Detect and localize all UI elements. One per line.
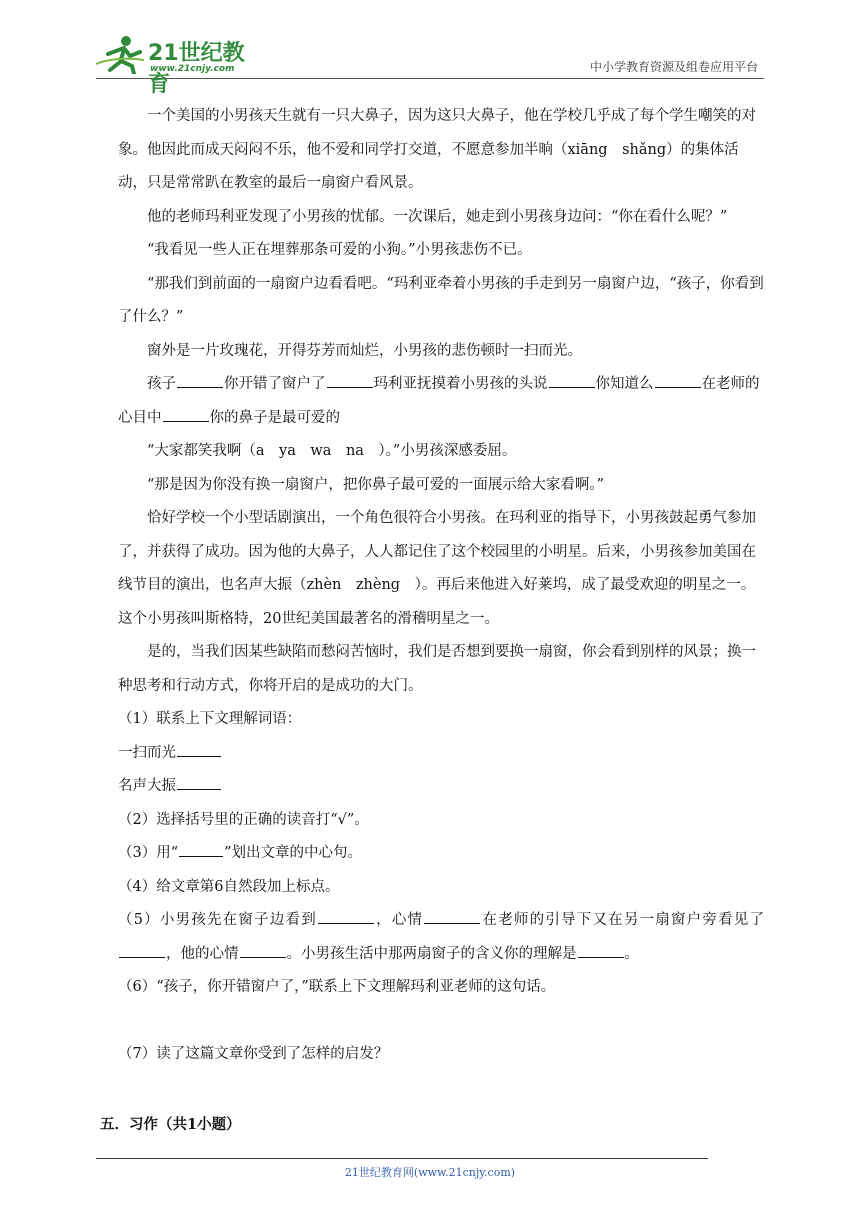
paragraph-2: 他的老师玛利亚发现了小男孩的忧郁。一次课后，她走到小男孩身边问：“你在看什么呢？” xyxy=(147,208,728,225)
blank[interactable] xyxy=(163,407,209,422)
answer-blank[interactable] xyxy=(177,742,221,757)
section-heading: 五．习作（共1小题） xyxy=(100,1116,241,1133)
q5-text: ，心情 xyxy=(374,912,424,928)
answer-blank[interactable] xyxy=(318,909,374,924)
answer-blank[interactable] xyxy=(240,943,286,958)
term: 名声大振 xyxy=(118,778,176,794)
q5-text: 在老师的引导下又在另一扇窗户旁看见了 xyxy=(481,912,765,928)
p6-segment: 孩子 xyxy=(147,376,176,392)
platform-title: 中小学教育资源及组卷应用平台 xyxy=(589,60,758,74)
runner-logo-icon xyxy=(96,34,146,74)
question-7: （7）读了这篇文章你受到了怎样的启发？ xyxy=(118,1045,389,1062)
blank[interactable] xyxy=(655,373,701,388)
question-1a xyxy=(118,737,764,771)
p6-segment: 玛利亚抚摸着小男孩的头说 xyxy=(373,376,548,392)
paragraph-10: 是的，当我们因某些缺陷而愁闷苦恼时，我们是否想到要换一扇窗，你会看到别样的风景；换一种思考和行动方式，你将开启的是成功的大门。 xyxy=(118,644,756,694)
logo-url: www.21cnjy.com xyxy=(150,64,235,74)
page-header xyxy=(96,28,764,97)
paragraph-5: 窗外是一片玫瑰花，开得芬芳而灿烂，小男孩的悲伤顿时一扫而光。 xyxy=(147,342,582,359)
q3-text: ”划出文章的中心句。 xyxy=(224,845,363,861)
question-1: （1）联系上下文理解词语： xyxy=(118,711,302,727)
p6-segment: 在老师的心目中 xyxy=(118,376,760,426)
paragraph-6 xyxy=(118,368,764,435)
passage xyxy=(118,100,764,1071)
q5-text: （5）小男孩先在窗子边看到 xyxy=(118,912,317,928)
answer-blank[interactable] xyxy=(177,775,221,790)
page-footer: 21世纪教育网(www.21cnjy.com) xyxy=(344,1166,516,1179)
paragraph-3: “我看见一些人正在埋葬那条可爱的小狗。”小男孩悲伤不已。 xyxy=(147,242,532,258)
paragraph-7: “大家都笑我啊（a ya wa na ）。”小男孩深感委屈。 xyxy=(147,443,517,459)
q5-text: ，他的心情 xyxy=(166,945,239,962)
q3-text: （3）用“ xyxy=(118,845,179,861)
answer-blank[interactable] xyxy=(578,943,624,958)
answer-blank[interactable] xyxy=(424,909,480,924)
underline-sample xyxy=(179,842,223,857)
answer-blank[interactable] xyxy=(119,943,165,958)
logo xyxy=(96,34,266,97)
paragraph-4: “那我们到前面的一扇窗户边看看吧。“玛利亚牵着小男孩的手走到另一扇窗户边，“孩子，你看到了什么？” xyxy=(118,275,764,325)
question-1b xyxy=(118,770,764,804)
logo-text: 21世纪教育 xyxy=(148,41,245,97)
question-6: （6）“孩子，你开错窗户了，”联系上下文理解玛利亚老师的这句话。 xyxy=(118,979,556,995)
blank[interactable] xyxy=(177,373,223,388)
answer-space[interactable] xyxy=(118,1005,764,1038)
blank[interactable] xyxy=(327,373,373,388)
q5-text: 。小男孩生活中那两扇窗子的含义你的理解是 xyxy=(286,945,577,962)
p6-segment: 你的鼻子是最可爱的 xyxy=(209,409,340,426)
question-4: （4）给文章第6自然段加上标点。 xyxy=(118,878,340,895)
p6-segment: 你开错了窗户了 xyxy=(224,376,326,392)
p6-segment: 你知道么 xyxy=(595,376,654,392)
paragraph-1: 一个美国的小男孩天生就有一只大鼻子，因为这只大鼻子，他在学校几乎成了每个学生嘲笑的对象。他因此而成天闷闷不乐，他不爱和同学打交道，不愿意参加半晌（xiāng shǎng）的集体活动，只是常常趴在教室的最后一扇窗户看风景。 xyxy=(118,108,756,191)
paragraph-9: 恰好学校一个小型话剧演出，一个角色很符合小男孩。在玛利亚的指导下，小男孩鼓起勇气参加了，并获得了成功。因为他的大鼻子，人人都记住了这个校园里的小明星。后来，小男孩参加美国在线节目的演出，也名声大振（zhèn zhèng ）。再后来他进入好莱坞，成了最受欢迎的明星之一。这个小男孩叫斯格特，20世纪美国最著名的滑稽明星之一。 xyxy=(118,510,756,627)
q5-text: 。 xyxy=(624,945,639,962)
paragraph-8: “那是因为你没有换一扇窗户，把你鼻子最可爱的一面展示给大家看啊。” xyxy=(147,476,605,493)
question-2: （2）选择括号里的正确的读音打“√”。 xyxy=(118,811,369,828)
footer-divider xyxy=(96,1158,708,1159)
term: 一扫而光 xyxy=(118,744,176,761)
blank[interactable] xyxy=(549,373,595,388)
question-3 xyxy=(118,837,764,871)
question-5 xyxy=(118,904,764,971)
